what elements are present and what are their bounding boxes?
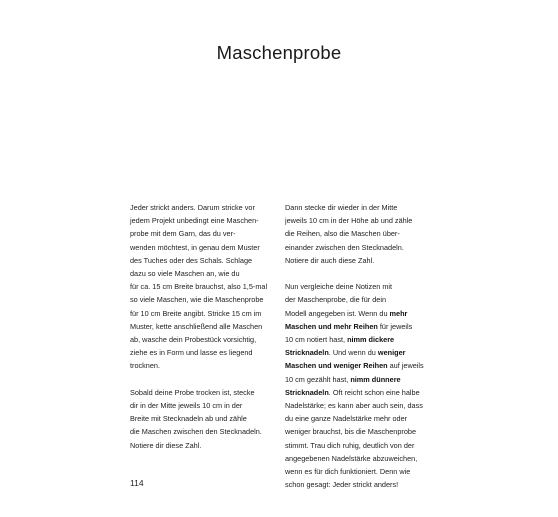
text-run: Breite mit Stecknadeln ab und zähle	[130, 414, 247, 424]
page-title: Maschenprobe	[216, 42, 342, 64]
text-line	[285, 478, 427, 491]
paragraph-gap	[130, 373, 272, 386]
text-line	[285, 346, 427, 359]
text-run: trocknen.	[130, 361, 161, 371]
text-line	[285, 452, 427, 465]
text-run: ab, wasche dein Probestück vorsichtig,	[130, 335, 257, 345]
text-run: Jeder strickt anders. Darum stricke vor	[130, 203, 255, 212]
text-run: für ca. 15 cm Breite brauchst, also 1,5-mal	[130, 282, 268, 292]
bold-text-run: nimm dünnere	[350, 374, 401, 384]
text-run: so viele Maschen, wie die Maschenprobe	[130, 295, 264, 305]
bold-text-run: Stricknadeln	[285, 387, 329, 397]
text-line	[130, 227, 272, 240]
text-run: Muster, kette anschließend alle Maschen	[130, 321, 263, 331]
text-run: der Maschenprobe, die für dein	[285, 295, 387, 305]
text-line	[130, 320, 272, 333]
text-line	[285, 359, 427, 372]
text-line	[285, 373, 427, 386]
text-run: Sobald deine Probe trocken ist, stecke	[130, 387, 255, 397]
text-line	[130, 439, 272, 452]
text-line	[130, 201, 272, 214]
text-column-left	[130, 201, 272, 452]
page-number: 114	[130, 478, 144, 488]
text-line	[130, 399, 272, 412]
text-line	[285, 333, 427, 346]
bold-text-run: nimm dickere	[347, 335, 395, 345]
text-run: weniger brauchst, bis die Maschenprobe	[285, 427, 417, 437]
text-line	[285, 227, 427, 240]
text-line	[130, 254, 272, 267]
text-run: des Tuches oder des Schals. Schlage	[130, 255, 253, 265]
text-line	[285, 241, 427, 254]
bold-text-run: weniger	[377, 348, 406, 358]
text-line	[130, 346, 272, 359]
text-line	[130, 293, 272, 306]
paragraph-gap	[285, 267, 427, 280]
text-run: Modell angegeben ist. Wenn du	[285, 308, 390, 318]
text-run: Dann stecke dir wieder in der Mitte	[285, 203, 398, 212]
text-line	[130, 241, 272, 254]
text-run: auf jeweils	[387, 361, 424, 371]
text-run: ziehe es in Form und lasse es liegend	[130, 348, 253, 358]
text-run: dir in der Mitte jeweils 10 cm in der	[130, 401, 243, 411]
text-run: wenden möchtest, in genau dem Muster	[130, 242, 260, 252]
text-run: 10 cm gezählt hast,	[285, 374, 351, 384]
text-run: einander zwischen den Stecknadeln.	[285, 242, 404, 252]
text-run: schon gesagt: Jeder strickt anders!	[285, 480, 399, 490]
text-line	[285, 386, 427, 399]
text-line	[285, 214, 427, 227]
text-line	[285, 254, 427, 267]
text-line	[130, 412, 272, 425]
text-line	[130, 333, 272, 346]
text-line	[130, 214, 272, 227]
text-run: 10 cm notiert hast,	[285, 335, 348, 345]
text-run: . Oft reicht schon eine halbe	[328, 387, 420, 397]
bold-text-run: Maschen und mehr Reihen	[285, 321, 378, 331]
text-line	[285, 439, 427, 452]
text-run: stimmt. Trau dich ruhig, deutlich von der	[285, 440, 415, 450]
text-run: . Und wenn du	[328, 348, 378, 358]
text-line	[130, 307, 272, 320]
text-column-right	[285, 201, 427, 491]
bold-text-run: mehr	[389, 308, 408, 318]
text-line	[285, 293, 427, 306]
text-line	[285, 412, 427, 425]
text-line	[130, 359, 272, 372]
text-run: die Maschen zwischen den Stecknadeln.	[130, 427, 262, 437]
text-line	[285, 465, 427, 478]
text-run: jeweils 10 cm in der Höhe ab und zähle	[285, 216, 413, 226]
text-run: Nadelstärke; es kann aber auch sein, dass	[285, 401, 423, 411]
text-run: dazu so viele Maschen an, wie du	[130, 269, 240, 279]
text-line	[285, 280, 427, 293]
text-line	[285, 425, 427, 438]
text-run: Notiere dir auch diese Zahl.	[285, 255, 375, 265]
text-line	[130, 267, 272, 280]
text-line	[130, 425, 272, 438]
text-run: wenn es für dich funktioniert. Denn wie	[285, 467, 411, 477]
text-line	[285, 399, 427, 412]
text-line	[130, 386, 272, 399]
bold-text-run: Maschen und weniger Reihen	[285, 361, 388, 371]
text-line	[285, 307, 427, 320]
text-run: Nun vergleiche deine Notizen mit	[285, 282, 393, 292]
text-run: die Reihen, also die Maschen über-	[285, 229, 400, 239]
text-run: Notiere dir diese Zahl.	[130, 440, 202, 450]
text-run: du eine ganze Nadelstärke mehr oder	[285, 414, 408, 424]
text-run: für jeweils	[377, 321, 413, 331]
text-run: jedem Projekt unbedingt eine Maschen-	[130, 216, 259, 226]
text-line	[285, 201, 427, 214]
bold-text-run: Stricknadeln	[285, 348, 329, 358]
text-run: für 10 cm Breite angibt. Stricke 15 cm im	[130, 308, 262, 318]
text-run: probe mit dem Garn, das du ver-	[130, 229, 236, 239]
text-run: angegebenen Nadelstärke abzuweichen,	[285, 453, 418, 463]
text-line	[130, 280, 272, 293]
text-line	[285, 320, 427, 333]
